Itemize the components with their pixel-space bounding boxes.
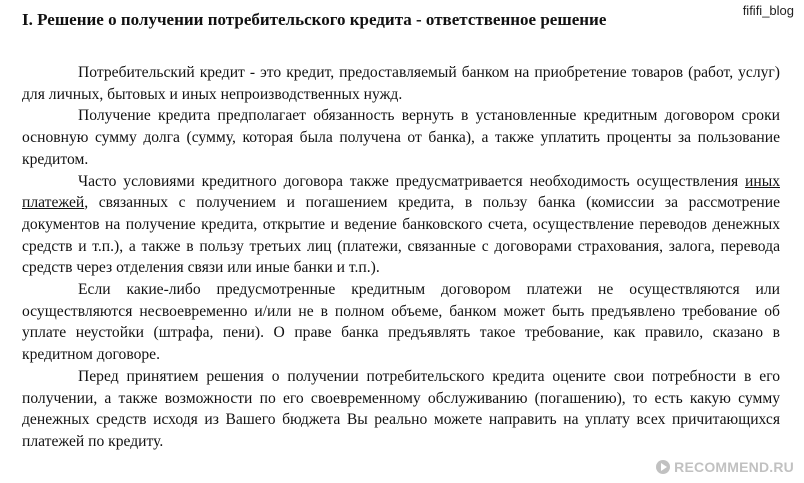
paragraph-assessment: Перед принятием решения о получении потребительского кредита оцените свои потребности в его получении, а также возможности по его своевременному обслуживанию (погашению), то есть какую сумму денежных средств исходя из Вашего бюджета Вы реально можете направить на уплату всех причитающихся платежей по кредиту. <box>22 367 780 450</box>
paragraph-definition: Потребительский кредит - это кредит, предоставляемый банком на приобретение товаров (работ, услуг) для личных, бытовых и иных непроизводственных нужд. <box>22 64 780 103</box>
section-heading: I. Решение о получении потребительского кредита - ответственное решение <box>22 10 607 29</box>
paragraph-other-payments-start: Часто условиями кредитного договора также предусматривается необходимость осуществления <box>78 172 746 190</box>
play-icon <box>656 460 670 474</box>
watermark-site-label: RECOMMEND.RU <box>674 459 794 475</box>
watermark-site <box>656 459 794 475</box>
watermark-username: fififi_blog <box>742 3 794 18</box>
paragraph-obligation: Получение кредита предполагает обязанность вернуть в установленные кредитным договором сроки основную сумму долга (сумму, которая была получена от банка), а также уплатить проценты за пользование кредитом. <box>22 107 780 168</box>
paragraph-other-payments-end: , связанных с получением и погашением кредита, в пользу банка (комиссии за рассмотрение документов на получение кредита, открытие и ведение банковского счета, осуществление переводов денежных средств и т.п.), а также в пользу третьих лиц (платежи, связанные с договорами страхования, залога, перевода средств через отделения связи или иные банки и т.п.). <box>22 194 780 277</box>
paragraph-other-payments <box>22 171 780 280</box>
document-body <box>22 62 780 453</box>
paragraph-penalty: Если какие-либо предусмотренные кредитным договором платежи не осуществляются или осуществляются несвоевременно и/или не в полном объеме, банком может быть предъявлено требование об уплате неустойки (штрафа, пени). О праве банка предъявлять такое требование, как правило, сказано в кредитном договоре. <box>22 281 780 364</box>
underlined-term: иных платежей <box>22 172 780 212</box>
